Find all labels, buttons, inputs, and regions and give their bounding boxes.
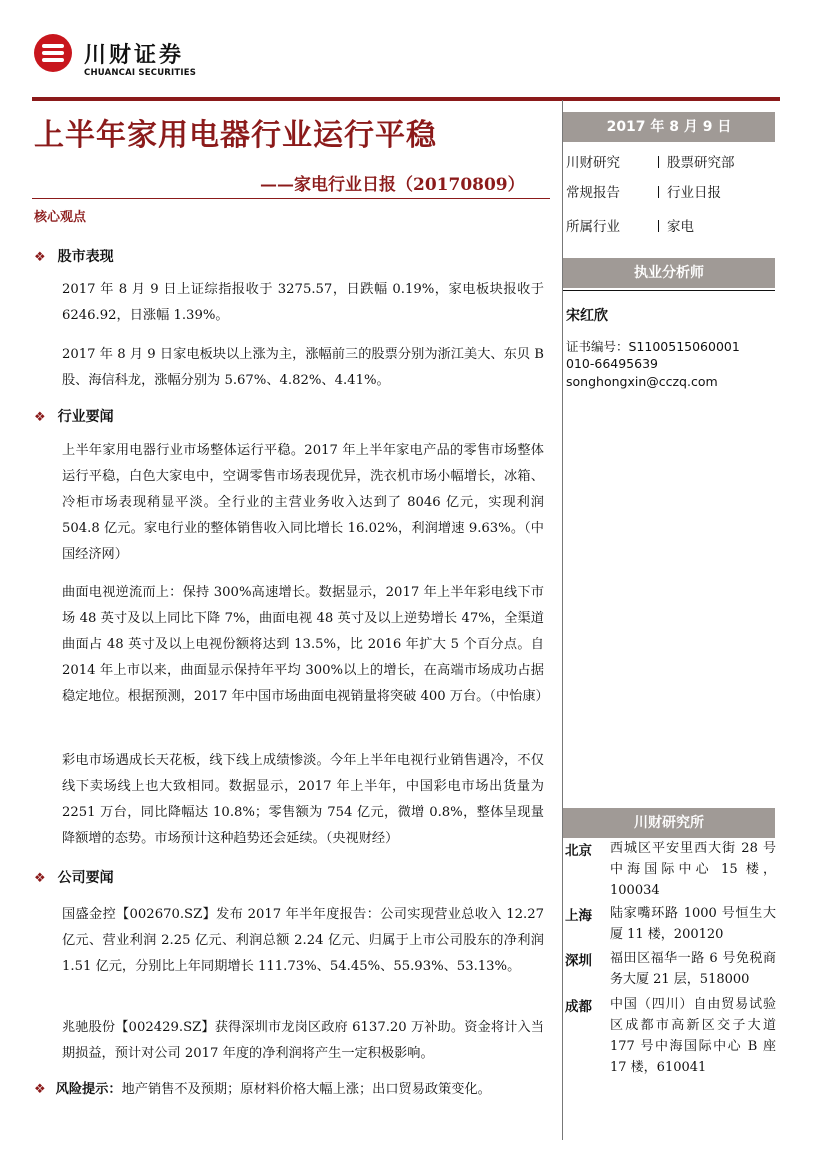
analyst-cert: 证书编号：S1100515060001	[566, 339, 740, 354]
institute-header: 川财研究所	[563, 808, 775, 838]
meta-label: 所属行业	[566, 219, 620, 235]
brand-name-cn: 川财证券	[84, 43, 185, 68]
title-rule	[32, 198, 550, 199]
brand-name-en: CHUANCAI SECURITIES	[84, 68, 197, 78]
office-city: 深圳	[565, 953, 592, 969]
brand-logo-icon	[34, 34, 72, 72]
meta-value: 家电	[658, 215, 694, 235]
industry-paragraph-1: 上半年家用电器行业市场整体运行平稳。2017 年上半年家电产品的零售市场整体运行平稳，白色大家电中，空调零售市场表现优异，洗衣机市场小幅增长，冰箱、冷柜市场表现稍显平淡。全行业的主营业务收入达到了 8046 亿元，实现利润 504.8 亿元。家电行业的整体销售收入同比增长 16.02%，利润增速 9.63%。（中国经济网）	[62, 443, 544, 562]
office-address: 福田区福华一路 6 号免税商务大厦 21 层，518000	[610, 951, 776, 987]
industry-paragraph-2: 曲面电视逆流而上：保持 300%高速增长。数据显示，2017 年上半年彩电线下市场 48 英寸及以上同比下降 7%，曲面电视 48 英寸及以上逆势增长 47%，全渠道曲面占 48 英寸及以上电视份额将达到 13.5%，比 2016 年扩大 5 个百分点。自 2014 年上市以来，曲面显示保持年平均 300%以上的增长，在高端市场成功占据稳定地位。根据预测，2017 年中国市场曲面电视销量将突破 400 万台。（中怡康）	[62, 585, 549, 704]
core-view-label: 核心观点	[34, 210, 87, 225]
diamond-bullet-icon: ❖	[34, 410, 46, 425]
market-paragraph-2: 2017 年 8 月 9 日家电板块以上涨为主，涨幅前三的股票分别为浙江美大、东贝 B 股、海信科龙，涨幅分别为 5.67%、4.82%、4.41%。	[62, 347, 544, 388]
office-address: 陆家嘴环路 1000 号恒生大厦 11 楼，200120	[610, 906, 776, 942]
meta-label: 川财研究	[566, 155, 620, 171]
industry-paragraph-3: 彩电市场遇成长天花板，线下线上成绩惨淡。今年上半年电视行业销售遇冷，不仅线下卖场线上也大致相同。数据显示，2017 年上半年，中国彩电市场出货量为 2251 万台，同比降幅达 10.8%；零售额为 754 亿元，微增 0.8%，整体呈现量降额增的态势。市场预计这种趋势还会延续。（央视财经）	[62, 753, 544, 846]
company-paragraph-2: 兆驰股份【002429.SZ】获得深圳市龙岗区政府 6137.20 万补助。资金将计入当期损益，预计对公司 2017 年度的净利润将产生一定积极影响。	[62, 1020, 544, 1061]
office-address: 中国（四川）自由贸易试验区成都市高新区交子大道 177 号中海国际中心 B 座 17 楼，610041	[610, 997, 776, 1075]
analyst-header: 执业分析师	[563, 258, 775, 288]
meta-label: 常规报告	[566, 185, 620, 201]
page-title: 上半年家用电器行业运行平稳	[34, 118, 437, 153]
office-address: 西城区平安里西大街 28 号中海国际中心 15 楼，100034	[610, 841, 776, 898]
diamond-bullet-icon: ❖	[34, 1082, 46, 1097]
analyst-email[interactable]: songhongxin@cczq.com	[566, 374, 718, 389]
analyst-rule	[563, 290, 775, 291]
header-rule	[32, 97, 780, 101]
analyst-phone: 010-66495639	[566, 356, 658, 371]
office-city: 北京	[565, 843, 592, 859]
sidebar-divider	[562, 100, 563, 1140]
diamond-bullet-icon: ❖	[34, 250, 46, 265]
section-industry-heading: ❖ 行业要闻	[34, 409, 114, 425]
office-city: 成都	[565, 999, 592, 1015]
company-paragraph-1: 国盛金控【002670.SZ】发布 2017 年半年度报告：公司实现营业总收入 12.27 亿元、营业利润 2.25 亿元、利润总额 2.24 亿元、归属于上市公司股东的净利润 1.51 亿元，分别比上年同期增长 111.73%、54.45%、55.93%、53.13%。	[62, 907, 544, 974]
risk-label: 风险提示：	[55, 1082, 122, 1097]
report-date: 2017 年 8 月 9 日	[563, 112, 775, 142]
market-paragraph-1: 2017 年 8 月 9 日上证综指报收于 3275.57，日跌幅 0.19%，家电板块报收于 6246.92，日涨幅 1.39%。	[62, 282, 544, 323]
office-city: 上海	[565, 908, 592, 924]
meta-value: 行业日报	[658, 181, 721, 201]
diamond-bullet-icon: ❖	[34, 871, 46, 886]
section-company-heading: ❖ 公司要闻	[34, 870, 114, 886]
meta-value: 股票研究部	[658, 151, 735, 171]
page-subtitle: ——家电行业日报（20170809）	[260, 175, 525, 195]
risk-note	[34, 1078, 491, 1097]
analyst-name: 宋红欣	[566, 308, 608, 324]
section-market-heading: ❖ 股市表现	[34, 249, 114, 265]
risk-text: 地产销售不及预期；原材料价格大幅上涨；出口贸易政策变化。	[121, 1082, 491, 1097]
